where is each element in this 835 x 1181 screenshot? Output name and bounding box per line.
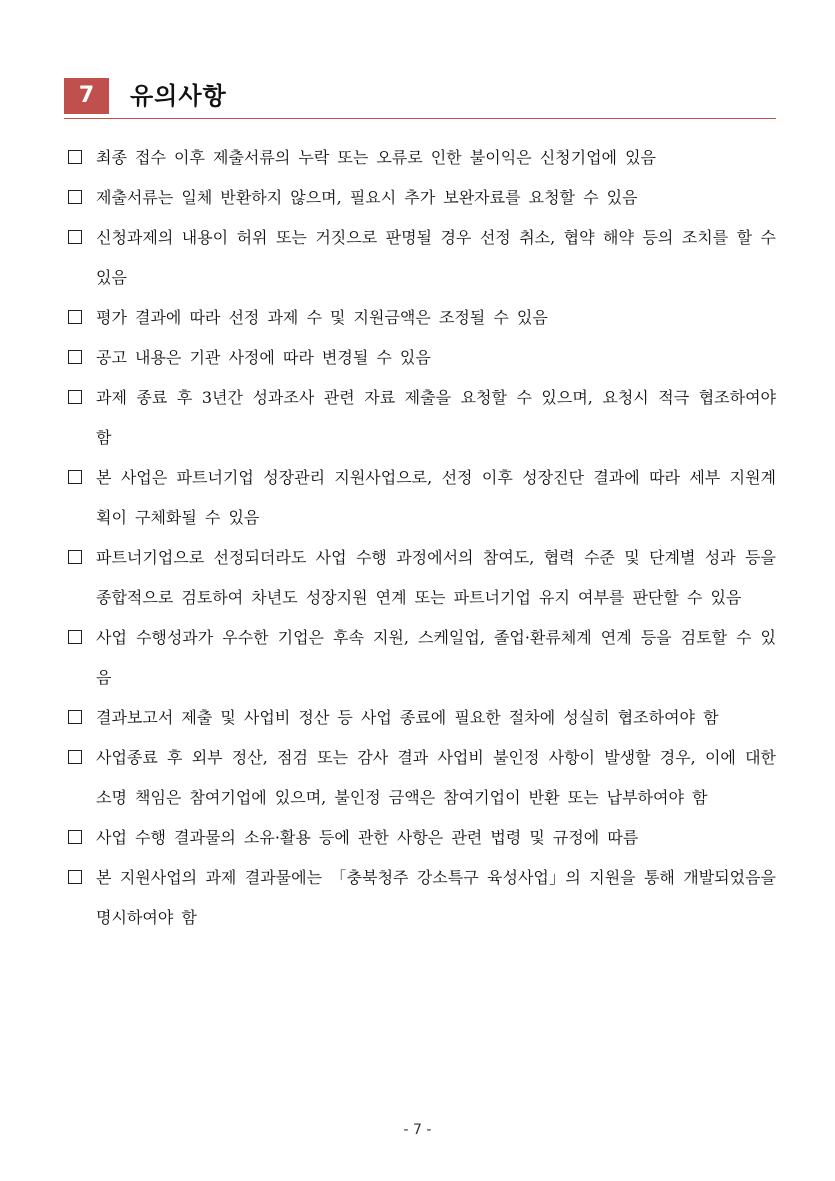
checkbox-icon xyxy=(68,630,82,644)
checkbox-icon xyxy=(68,190,82,204)
checkbox-icon xyxy=(68,470,82,484)
list-item xyxy=(68,338,776,378)
checkbox-icon xyxy=(68,550,82,564)
checkbox-icon xyxy=(68,150,82,164)
list-item-text: 결과보고서 제출 및 사업비 정산 등 사업 종료에 필요한 절차에 성실히 협조하여야 함 xyxy=(96,708,719,727)
checkbox-icon xyxy=(68,710,82,724)
checkbox-icon xyxy=(68,230,82,244)
page-number: - 7 - xyxy=(403,1122,432,1138)
checkbox-icon xyxy=(68,870,82,884)
checkbox-icon xyxy=(68,750,82,764)
checkbox-icon xyxy=(68,830,82,844)
list-item-text: 본 사업은 파트너기업 성장관리 지원사업으로, 선정 이후 성장진단 결과에 따라 세부 지원계획이 구체화될 수 있음 xyxy=(96,468,776,527)
list-item xyxy=(68,698,776,738)
checkbox-icon xyxy=(68,350,82,364)
list-item xyxy=(68,298,776,338)
list-item-text: 평가 결과에 따라 선정 과제 수 및 지원금액은 조정될 수 있음 xyxy=(96,308,548,327)
list-item-text: 신청과제의 내용이 허위 또는 거짓으로 판명될 경우 선정 취소, 협약 해약 등의 조치를 할 수 있음 xyxy=(96,228,776,287)
list-item-text: 사업 수행성과가 우수한 기업은 후속 지원, 스케일업, 졸업·환류체계 연계 등을 검토할 수 있음 xyxy=(96,628,776,687)
list-item-text: 과제 종료 후 3년간 성과조사 관련 자료 제출을 요청할 수 있으며, 요청시 적극 협조하여야 함 xyxy=(96,388,776,447)
list-item-text: 파트너기업으로 선정되더라도 사업 수행 과정에서의 참여도, 협력 수준 및 단계별 성과 등을 종합적으로 검토하여 차년도 성장지원 연계 또는 파트너기업 유지 여부를 판단할 수 있음 xyxy=(96,548,776,607)
list-item-text: 사업 수행 결과물의 소유·활용 등에 관한 사항은 관련 법령 및 규정에 따름 xyxy=(96,828,639,847)
notice-list xyxy=(68,138,776,938)
list-item xyxy=(68,738,776,818)
list-item-text: 공고 내용은 기관 사정에 따라 변경될 수 있음 xyxy=(96,348,431,367)
list-item xyxy=(68,538,776,618)
checkbox-icon xyxy=(68,310,82,324)
list-item-text: 제출서류는 일체 반환하지 않으며, 필요시 추가 보완자료를 요청할 수 있음 xyxy=(96,188,638,207)
list-item-text: 사업종료 후 외부 정산, 점검 또는 감사 결과 사업비 불인정 사항이 발생할 경우, 이에 대한 소명 책임은 참여기업에 있으며, 불인정 금액은 참여기업이 반환 또는 납부하여야 함 xyxy=(96,748,776,807)
checkbox-icon xyxy=(68,390,82,404)
list-item xyxy=(68,818,776,858)
list-item xyxy=(68,458,776,538)
list-item xyxy=(68,138,776,178)
list-item xyxy=(68,618,776,698)
list-item xyxy=(68,858,776,938)
list-item xyxy=(68,178,776,218)
section-number: 7 xyxy=(64,78,109,114)
section-title: 유의사항 xyxy=(130,82,227,110)
list-item-text: 본 지원사업의 과제 결과물에는 「충북청주 강소특구 육성사업」의 지원을 통해 개발되었음을 명시하여야 함 xyxy=(96,868,776,927)
list-item xyxy=(68,218,776,298)
section-header xyxy=(64,78,776,119)
list-item-text: 최종 접수 이후 제출서류의 누락 또는 오류로 인한 불이익은 신청기업에 있음 xyxy=(96,148,656,167)
list-item xyxy=(68,378,776,458)
